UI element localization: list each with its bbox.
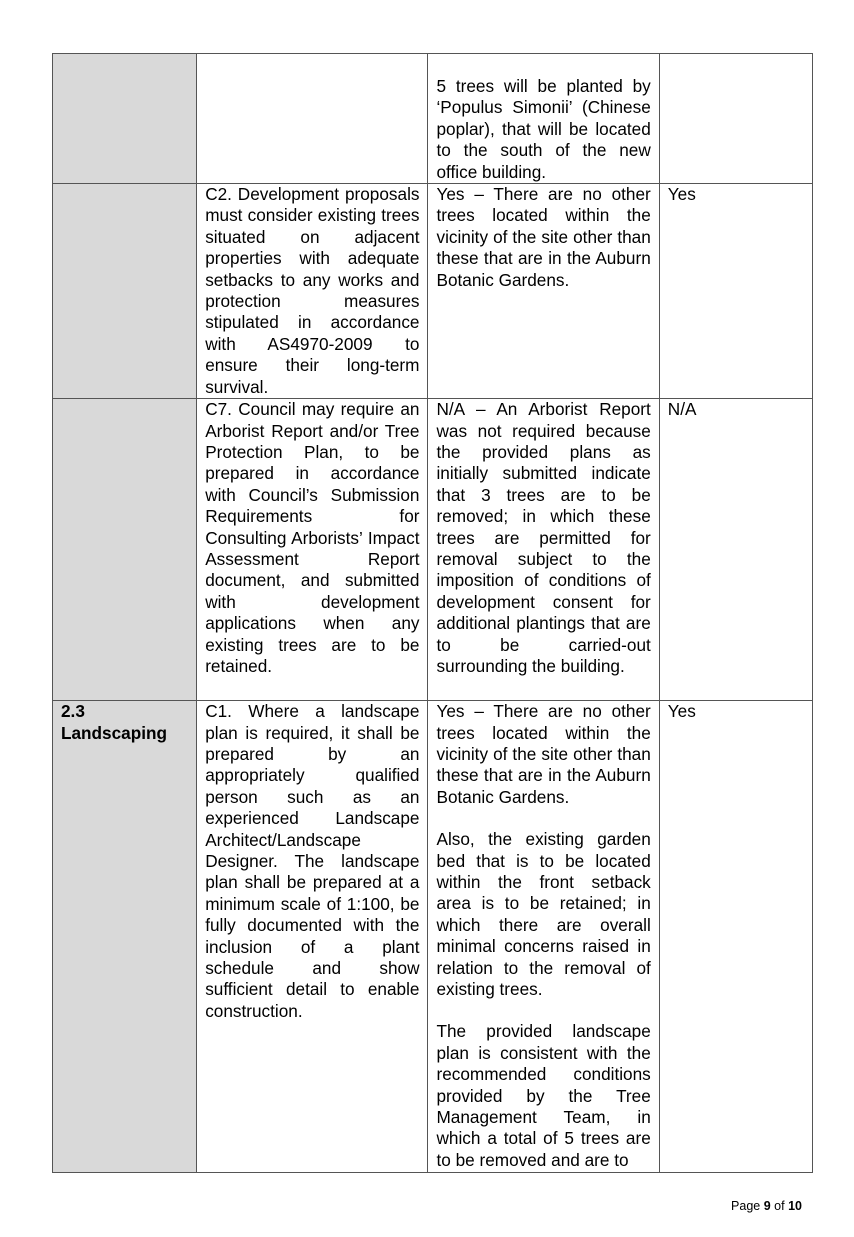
complies-cell: N/A bbox=[659, 399, 812, 701]
control-cell: C1. Where a landscape plan is required, it shall be prepared by an appropriately qualified person such as an experienced Landscape Architect/Landscape Designer. The landscape plan shall be prepared at a minimum scale of 1:100, be fully documented with the inclusion of a plant schedule and show sufficient detail to enable construction. bbox=[197, 701, 428, 1173]
table-row bbox=[53, 184, 813, 399]
complies-cell bbox=[659, 54, 812, 184]
section-heading: 2.3 Landscaping bbox=[53, 701, 197, 1173]
assessment-table bbox=[52, 53, 813, 1173]
section-cell bbox=[53, 399, 197, 701]
comment-cell bbox=[428, 54, 659, 184]
page-total: 10 bbox=[788, 1199, 802, 1213]
section-cell bbox=[53, 184, 197, 399]
comment-paragraph: 5 trees will be planted by ‘Populus Simonii’ (Chinese poplar), that will be located to the south of the new office building. bbox=[436, 76, 651, 182]
comment-paragraph: Also, the existing garden bed that is to be located within the front setback area is to be retained; in which there are overall minimal concerns raised in relation to the removal of existing trees. bbox=[436, 829, 651, 999]
page-number bbox=[731, 1199, 802, 1213]
table-row bbox=[53, 701, 813, 1173]
table-row bbox=[53, 399, 813, 701]
comment-paragraph: Yes – There are no other trees located within the vicinity of the site other than these that are in the Auburn Botanic Gardens. bbox=[436, 184, 651, 290]
control-cell: C2. Development proposals must consider existing trees situated on adjacent properties with adequate setbacks to any works and protection measures stipulated in accordance with AS4970-2009 to ensure their long-term survival. bbox=[197, 184, 428, 399]
table-row bbox=[53, 54, 813, 184]
control-cell bbox=[197, 54, 428, 184]
control-cell: C7. Council may require an Arborist Report and/or Tree Protection Plan, to be prepared in accordance with Council’s Submission Requirements for Consulting Arborists’ Impact Assessment Report document, and submitted with development applications when any existing trees are to be retained. bbox=[197, 399, 428, 701]
section-cell bbox=[53, 54, 197, 184]
page-of-label: of bbox=[774, 1199, 785, 1213]
page-current: 9 bbox=[763, 1199, 771, 1213]
comment-paragraph: N/A – An Arborist Report was not required because the provided plans as initially submitted indicate that 3 trees are to be removed; in which these trees are permitted for removal subject to the imposition of conditions of development consent for additional plantings that are to be carried-out surrounding the building. bbox=[436, 399, 651, 676]
complies-cell: Yes bbox=[659, 184, 812, 399]
comment-paragraph: The provided landscape plan is consistent with the recommended conditions provided by the Tree Management Team, in which a total of 5 trees are to be removed and are to bbox=[436, 1021, 651, 1170]
complies-cell: Yes bbox=[659, 701, 812, 1173]
comment-cell bbox=[428, 701, 659, 1173]
comment-cell bbox=[428, 184, 659, 399]
page-label: Page bbox=[731, 1199, 761, 1213]
comment-paragraph: Yes – There are no other trees located within the vicinity of the site other than these that are in the Auburn Botanic Gardens. bbox=[436, 701, 651, 807]
comment-cell bbox=[428, 399, 659, 701]
